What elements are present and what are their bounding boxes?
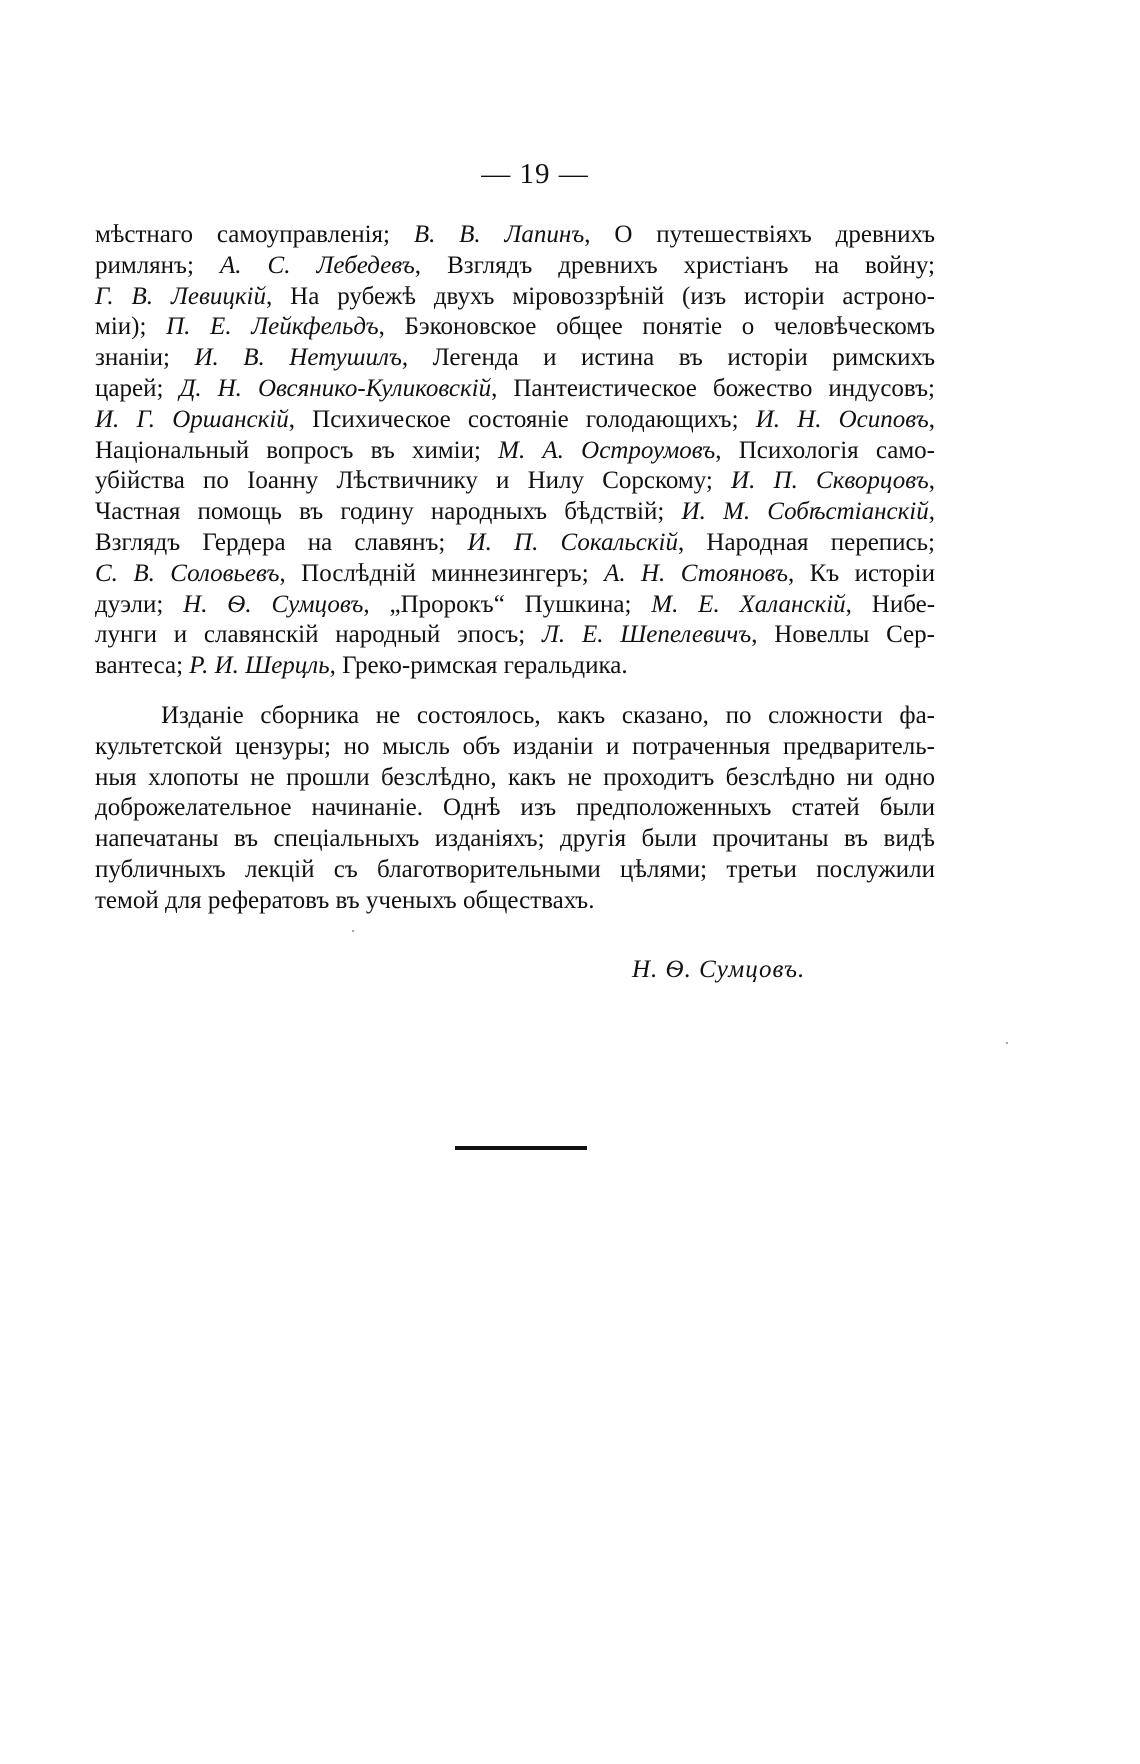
- author-name: И. В. Нетушилъ: [194, 344, 402, 372]
- paper-speck: [1006, 1042, 1008, 1044]
- text-run: , Послѣдній миннезингеръ;: [279, 559, 605, 587]
- text-run: , Взглядъ древнихъ христіанъ на войну;: [414, 251, 935, 279]
- text-run: ,: [928, 498, 935, 526]
- text-run: царей;: [95, 374, 180, 402]
- list-line: [95, 436, 935, 467]
- text-run: , На рубежѣ двухъ міровоззрѣній (изъ исторіи астроно-: [265, 282, 935, 310]
- author-name: Г. В. Левицкій: [95, 282, 266, 310]
- text-run: , Къ исторіи: [787, 559, 936, 587]
- author-name: Л. Е. Шепелевичъ: [542, 621, 752, 649]
- author-name: Р. И. Шерцль: [189, 652, 330, 680]
- paragraph-line: напечатаны въ спеціальныхъ изданіяхъ; другія были прочитаны въ видѣ: [95, 825, 935, 853]
- author-name: И. М. Собѣстіанскій: [681, 498, 929, 526]
- text-run: , Новеллы Сер-: [751, 621, 935, 649]
- paragraph-line: доброжелательное начинаніе. Однѣ изъ предположенныхъ статей были: [95, 794, 935, 822]
- text-run: ,: [928, 405, 936, 433]
- author-name: И. П. Скворцовъ: [731, 467, 929, 495]
- paragraph-line: ныя хлопоты не прошли безслѣдно, какъ не проходитъ безслѣдно ни одно: [95, 763, 935, 791]
- list-line: [95, 466, 935, 497]
- paragraph-line: темой для рефератовъ въ ученыхъ обществахъ.: [95, 886, 595, 914]
- text-run: мѣстнаго самоуправленія;: [95, 221, 414, 248]
- list-line: [95, 497, 935, 528]
- author-name: Н. Ѳ. Сумцовъ: [183, 590, 364, 618]
- author-name: А. С. Лебедевъ: [219, 251, 415, 279]
- text-run: вантеса;: [95, 652, 190, 680]
- author-name: В. В. Лапинъ: [413, 221, 585, 248]
- text-run: , Легенда и истина въ исторіи римскихъ: [401, 344, 935, 372]
- text-run: знаніи;: [95, 344, 195, 372]
- paper-speck: [352, 930, 354, 932]
- text-run: , Психологія само-: [715, 436, 935, 464]
- paragraph-line: культетской цензуры; но мысль объ изданіи и потраченныя предваритель-: [95, 732, 935, 760]
- list-line: [95, 251, 935, 282]
- text-run: лунги и славянскій народный эпосъ;: [95, 621, 542, 649]
- text-run: , Бэконовское общее понятіе о человѣческомъ: [378, 313, 935, 341]
- author-name: М. Е. Халанскій: [651, 590, 846, 618]
- text-run: , Психическое состояніе голодающихъ;: [288, 405, 756, 433]
- text-run: міи);: [95, 313, 167, 341]
- author-name: И. Г. Оршанскій: [95, 405, 289, 433]
- list-line: [95, 405, 935, 436]
- paragraph-line: публичныхъ лекцій съ благотворительными цѣлями; третьи послужили: [95, 855, 935, 883]
- list-line: [95, 528, 935, 559]
- text-run: , Пантеистическое божество индусовъ;: [491, 374, 935, 402]
- list-of-papers: [95, 220, 935, 682]
- text-run: , Греко-римская геральдика.: [329, 652, 628, 680]
- list-line: [95, 282, 935, 313]
- author-name: И. П. Сокальскій: [467, 528, 678, 556]
- list-line: [95, 620, 935, 651]
- text-run: , „Пророкъ“ Пушкина;: [363, 590, 652, 618]
- author-name: П. Е. Лейкфельдъ: [166, 313, 379, 341]
- list-line: [95, 651, 935, 682]
- list-line: [95, 590, 935, 621]
- text-run: , Нибе-: [845, 590, 936, 618]
- text-run: убійства по Іоанну Лѣствичнику и Нилу Сорскому;: [95, 467, 732, 495]
- text-run: Національный вопросъ въ химіи;: [95, 436, 499, 464]
- list-line: [95, 343, 935, 374]
- author-name: С. В. Соловьевъ: [95, 559, 280, 587]
- paragraph-line: Изданіе сборника не состоялось, какъ сказано, по сложности фа-: [161, 702, 935, 729]
- body-paragraph: [95, 701, 935, 917]
- text-run: римлянъ;: [95, 251, 220, 279]
- page-number: — 19 —: [481, 158, 589, 190]
- list-line: [95, 559, 935, 590]
- text-run: , Народная перепись;: [677, 528, 935, 556]
- author-name: М. А. Остроумовъ: [498, 436, 716, 464]
- text-run: , О путешествіяхъ древнихъ: [584, 221, 936, 248]
- author-name: Д. Н. Овсянико-Куликовскій: [179, 374, 492, 402]
- list-line: [95, 374, 935, 405]
- list-line: [95, 312, 935, 343]
- author-name: И. Н. Осиповъ: [755, 405, 929, 433]
- list-line: [95, 220, 935, 251]
- author-name: А. Н. Стояновъ: [604, 559, 788, 587]
- text-run: Частная помощь въ годину народныхъ бѣдствій;: [95, 498, 682, 526]
- author-signature: Н. Ѳ. Сумцовъ.: [632, 956, 806, 983]
- text-run: ,: [928, 467, 935, 495]
- end-rule: [455, 1146, 587, 1150]
- text-run: Взглядъ Гердера на славянъ;: [95, 528, 468, 556]
- text-run: дуэли;: [95, 590, 184, 618]
